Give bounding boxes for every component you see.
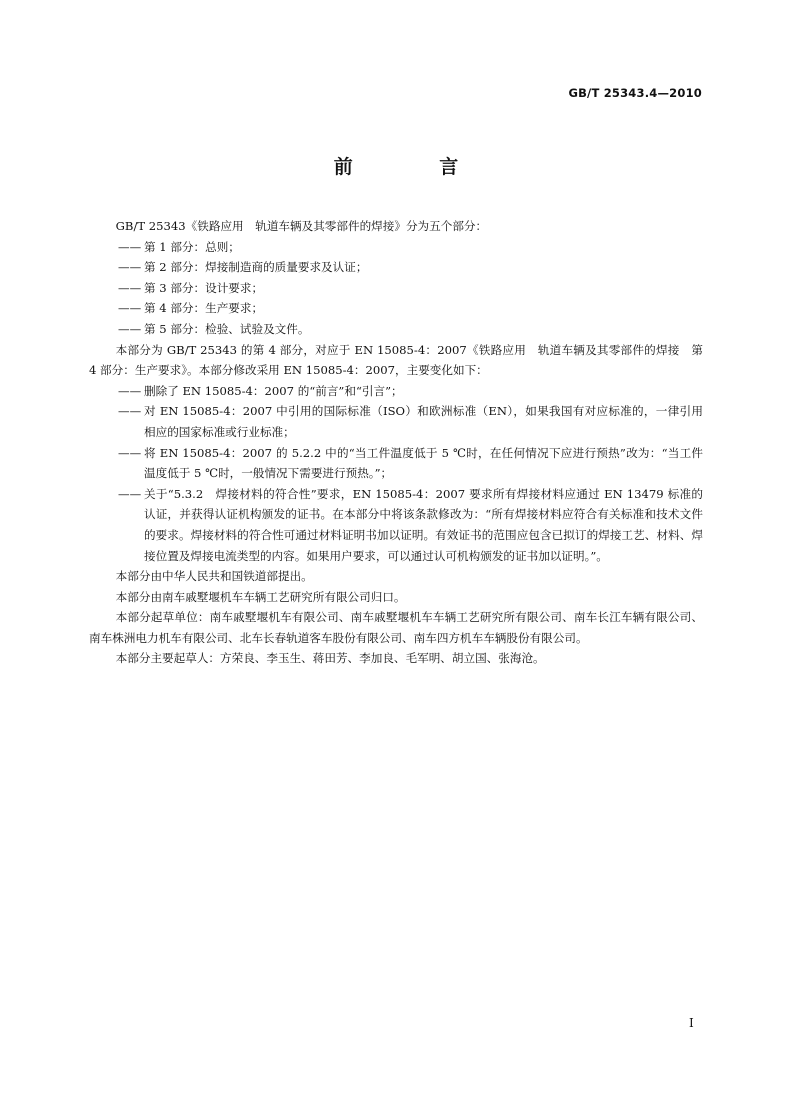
correspondence-paragraph: 本部分为 GB/T 25343 的第 4 部分，对应于 EN 15085-4：2007《铁路应用 轨道车辆及其零部件的焊接 第 4 部分：生产要求》。本部分修改采用 EN 15085-4：2007，主要变化如下：	[89, 342, 703, 378]
part-2-text: 第 2 部分：焊接制造商的质量要求及认证；	[144, 260, 368, 275]
page-number: I	[689, 1016, 694, 1030]
dash-mark: ——	[118, 486, 142, 501]
part-list-item	[89, 278, 703, 299]
part-5-text: 第 5 部分：检验、试验及文件。	[144, 321, 310, 336]
dash-mark: ——	[118, 404, 142, 419]
proposed-by-paragraph: 本部分由中华人民共和国铁道部提出。	[115, 569, 313, 584]
change-2-text: 对 EN 15085-4：2007 中引用的国际标准（ISO）和欧洲标准（EN），如果我国有对应标准的，一律引用相应的国家标准或行业标准；	[144, 404, 703, 439]
part-list-item	[89, 257, 703, 278]
foreword-body	[89, 216, 703, 669]
drafting-units-paragraph: 本部分起草单位：南车戚墅堰机车有限公司、南车戚墅堰机车车辆工艺研究所有限公司、南车长江车辆有限公司、南车株洲电力机车有限公司、北车长春轨道客车股份有限公司、南车四方机车车辆股份有限公司。	[89, 610, 703, 645]
part-3-text: 第 3 部分：设计要求；	[144, 280, 264, 295]
dash-mark: ——	[118, 445, 142, 460]
standard-number: GB/T 25343.4—2010	[568, 86, 702, 100]
dash-mark: ——	[118, 260, 142, 275]
change-list-item	[89, 401, 703, 442]
change-1-text: 删除了 EN 15085-4：2007 的“前言”和“引言”；	[144, 383, 403, 398]
part-1-text: 第 1 部分：总则；	[144, 239, 240, 254]
centralized-by-paragraph: 本部分由南车戚墅堰机车车辆工艺研究所有限公司归口。	[115, 589, 406, 604]
change-list-item	[89, 484, 703, 566]
change-list-item	[89, 381, 703, 402]
intro-paragraph: GB/T 25343《铁路应用 轨道车辆及其零部件的焊接》分为五个部分：	[115, 219, 488, 233]
part-list-item	[89, 237, 703, 258]
change-list-item	[89, 443, 703, 484]
dash-mark: ——	[118, 280, 142, 295]
dash-mark: ——	[118, 383, 142, 398]
change-4-text: 关于“5.3.2 焊接材料的符合性”要求，EN 15085-4：2007 要求所有焊接材料应通过 EN 13479 标准的认证，并获得认证机构颁发的证书。在本部分中将该条款修改为：“所有焊接材料应符合有关标准和技术文件的要求。焊接材料的符合性可通过材料证明书加以证明。有效证书的范围应包含已拟订的焊接工艺、材料、焊接位置及焊接电流类型的内容。如果用户要求，可以通过认可机构颁发的证书加以证明。”。	[144, 486, 703, 563]
part-4-text: 第 4 部分：生产要求；	[144, 301, 264, 316]
page-title: 前 言	[333, 156, 499, 178]
change-3-text: 将 EN 15085-4：2007 的 5.2.2 中的“当工件温度低于 5 ℃时，在任何情况下应进行预热”改为：“当工件温度低于 5 ℃时，一般情况下需要进行预热。”；	[144, 445, 703, 481]
dash-mark: ——	[118, 239, 142, 254]
dash-mark: ——	[118, 321, 142, 336]
dash-mark: ——	[118, 301, 142, 316]
part-list-item	[89, 319, 703, 340]
drafters-paragraph: 本部分主要起草人：方荣良、李玉生、蒋田芳、李加良、毛军明、胡立国、张海沧。	[115, 651, 545, 666]
part-list-item	[89, 298, 703, 319]
